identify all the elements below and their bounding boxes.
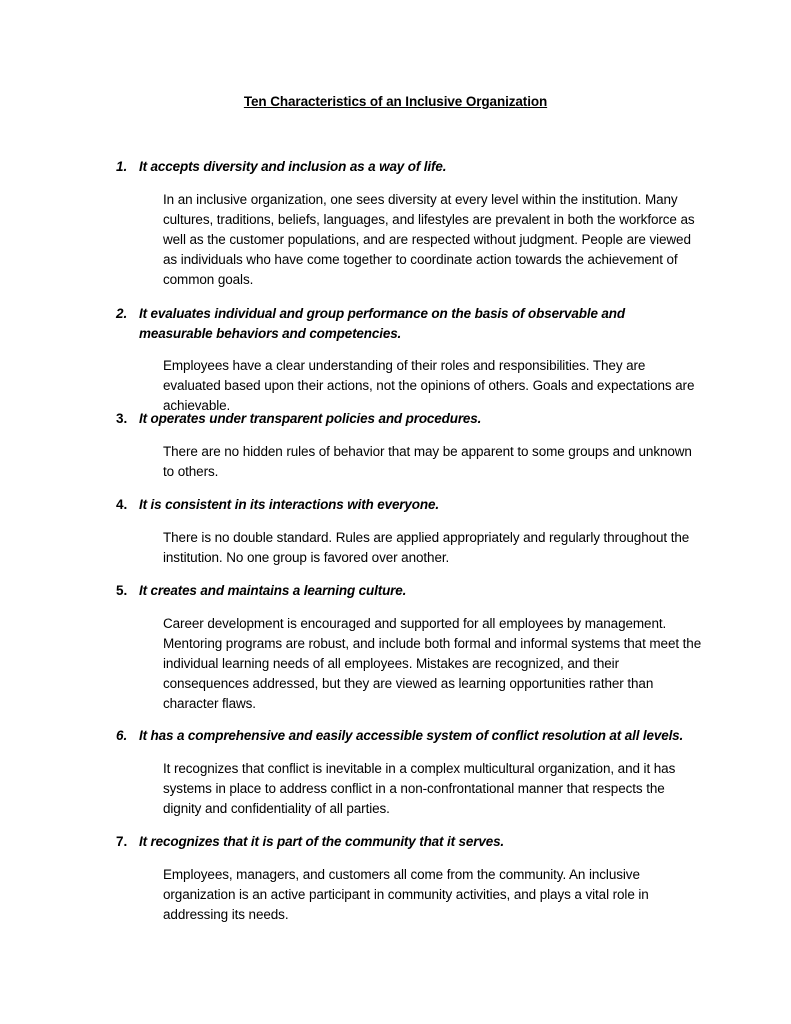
item-number: 3. [116, 411, 128, 426]
item-heading: It creates and maintains a learning culture. [139, 583, 407, 598]
item-number: 2. [116, 306, 128, 321]
item-heading: It has a comprehensive and easily accessible system of conflict resolution at all levels. [139, 728, 684, 743]
item-heading: It accepts diversity and inclusion as a way of life. [139, 159, 447, 174]
item-number: 4. [116, 497, 128, 512]
item-heading: It evaluates individual and group performance on the basis of observable and measurable behaviors and competencies. [139, 306, 625, 341]
item-body: Career development is encouraged and supported for all employees by management. Mentoring programs are robust, and include both formal and informal systems that meet the individual learning needs of all employees. Mistakes are recognized, and their consequences addressed, but they are viewed as learning opportunities rather than character flaws. [163, 616, 702, 711]
item-number: 5. [116, 583, 128, 598]
document-title: Ten Characteristics of an Inclusive Organization [243, 94, 548, 109]
item-number: 6. [116, 728, 128, 743]
item-body: Employees, managers, and customers all come from the community. An inclusive organization is an active participant in community activities, and plays a vital role in addressing its needs. [163, 867, 649, 922]
item-number: 1. [116, 159, 128, 174]
item-body: There are no hidden rules of behavior that may be apparent to some groups and unknown to others. [163, 444, 692, 479]
item-heading: It is consistent in its interactions with everyone. [139, 497, 439, 512]
item-body: There is no double standard. Rules are applied appropriately and regularly throughout the institution. No one group is favored over another. [163, 530, 690, 565]
item-number: 7. [116, 834, 128, 849]
item-heading: It recognizes that it is part of the community that it serves. [139, 834, 505, 849]
item-body: In an inclusive organization, one sees diversity at every level within the institution. Many cultures, traditions, beliefs, languages, and lifestyles are prevalent in both the workforce as well as the customer populations, and are respected without judgment. People are viewed as individuals who have come together to coordinate action towards the achievement of common goals. [163, 192, 695, 287]
item-body: Employees have a clear understanding of their roles and responsibilities. They are evaluated based upon their actions, not the opinions of others. Goals and expectations are achievable. [163, 358, 695, 413]
item-body: It recognizes that conflict is inevitable in a complex multicultural organization, and it has systems in place to address conflict in a non-confrontational manner that respects the dignity and confidentiality of all parties. [163, 761, 676, 816]
item-heading: It operates under transparent policies and procedures. [139, 411, 482, 426]
